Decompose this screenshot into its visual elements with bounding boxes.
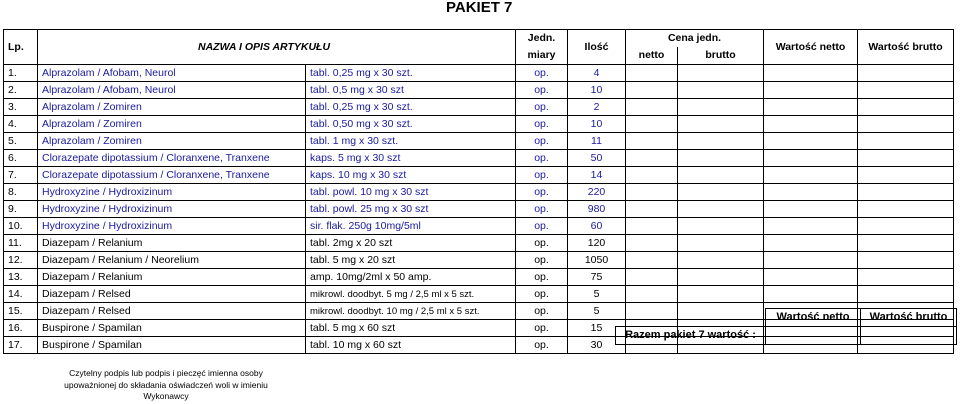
- row-value-netto: [764, 116, 858, 133]
- row-value-brutto: [858, 99, 954, 116]
- header-unit-2: miary: [516, 47, 568, 65]
- row-price-netto: [626, 184, 678, 201]
- row-unit: op.: [516, 286, 568, 303]
- row-value-brutto: [858, 252, 954, 269]
- table-row: [4, 184, 954, 201]
- summary-total-netto: [765, 326, 861, 345]
- row-price-brutto: [678, 303, 764, 320]
- row-qty: 120: [568, 235, 626, 252]
- summary-value-brutto: Wartość brutto: [860, 308, 957, 327]
- row-name: Alprazolam / Afobam, Neurol: [38, 65, 306, 82]
- row-qty: 15: [568, 320, 626, 337]
- row-desc: amp. 10mg/2ml x 50 amp.: [306, 269, 516, 286]
- row-value-brutto: [858, 201, 954, 218]
- row-qty: 50: [568, 150, 626, 167]
- row-price-brutto: [678, 82, 764, 99]
- row-lp: 6.: [4, 150, 38, 167]
- row-qty: 10: [568, 116, 626, 133]
- row-unit: op.: [516, 167, 568, 184]
- row-value-brutto: [858, 133, 954, 150]
- row-price-netto: [626, 150, 678, 167]
- row-name: Hydroxyzine / Hydroxizinum: [38, 184, 306, 201]
- row-qty: 10: [568, 82, 626, 99]
- row-price-brutto: [678, 235, 764, 252]
- row-value-netto: [764, 133, 858, 150]
- row-desc: kaps. 10 mg x 30 szt: [306, 167, 516, 184]
- row-price-netto: [626, 82, 678, 99]
- row-qty: 220: [568, 184, 626, 201]
- table-row: [4, 269, 954, 286]
- row-name: Buspirone / Spamilan: [38, 320, 306, 337]
- signature-note: [60, 368, 272, 403]
- row-value-netto: [764, 235, 858, 252]
- row-unit: op.: [516, 235, 568, 252]
- row-name: Alprazolam / Zomiren: [38, 133, 306, 150]
- row-desc: tabl. 0,50 mg x 30 szt.: [306, 116, 516, 133]
- row-desc: mikrowl. doodbyt. 10 mg / 2,5 ml x 5 szt.: [306, 303, 516, 320]
- row-unit: op.: [516, 320, 568, 337]
- row-unit: op.: [516, 218, 568, 235]
- row-qty: 980: [568, 201, 626, 218]
- table-row: [4, 235, 954, 252]
- row-unit: op.: [516, 303, 568, 320]
- row-desc: tabl. 0,25 mg x 30 szt.: [306, 65, 516, 82]
- row-price-brutto: [678, 116, 764, 133]
- header-netto: netto: [626, 47, 678, 65]
- row-qty: 4: [568, 65, 626, 82]
- row-lp: 5.: [4, 133, 38, 150]
- row-unit: op.: [516, 184, 568, 201]
- row-desc: tabl. 2mg x 20 szt: [306, 235, 516, 252]
- row-unit: op.: [516, 99, 568, 116]
- row-price-brutto: [678, 167, 764, 184]
- row-value-brutto: [858, 116, 954, 133]
- row-name: Diazepam / Relsed: [38, 286, 306, 303]
- row-desc: tabl. 1 mg x 30 szt.: [306, 133, 516, 150]
- summary-total-brutto: [860, 326, 957, 345]
- row-price-netto: [626, 269, 678, 286]
- header-brutto: brutto: [678, 47, 764, 65]
- row-lp: 14.: [4, 286, 38, 303]
- row-desc: mikrowl. doodbyt. 5 mg / 2,5 ml x 5 szt.: [306, 286, 516, 303]
- row-name: Diazepam / Relanium: [38, 269, 306, 286]
- signature-line-3: Wykonawcy: [143, 391, 189, 401]
- row-name: Clorazepate dipotassium / Cloranxene, Tranxene: [38, 167, 306, 184]
- row-desc: tabl. powl. 25 mg x 30 szt: [306, 201, 516, 218]
- row-lp: 8.: [4, 184, 38, 201]
- row-value-netto: [764, 269, 858, 286]
- row-price-netto: [626, 65, 678, 82]
- row-desc: tabl. 5 mg x 60 szt: [306, 320, 516, 337]
- row-price-brutto: [678, 65, 764, 82]
- row-lp: 12.: [4, 252, 38, 269]
- table-row: [4, 252, 954, 269]
- row-name: Alprazolam / Zomiren: [38, 99, 306, 116]
- row-value-netto: [764, 150, 858, 167]
- row-lp: 9.: [4, 201, 38, 218]
- row-price-brutto: [678, 184, 764, 201]
- table-row: [4, 286, 954, 303]
- row-price-netto: [626, 201, 678, 218]
- row-desc: kaps. 5 mg x 30 szt: [306, 150, 516, 167]
- row-name: Hydroxyzine / Hydroxizinum: [38, 201, 306, 218]
- row-price-netto: [626, 133, 678, 150]
- row-name: Diazepam / Relsed: [38, 303, 306, 320]
- summary-value-netto: Wartość netto: [765, 308, 861, 327]
- row-value-brutto: [858, 150, 954, 167]
- row-name: Alprazolam / Zomiren: [38, 116, 306, 133]
- header-unit: Jedn.: [516, 30, 568, 48]
- row-qty: 1050: [568, 252, 626, 269]
- row-unit: op.: [516, 150, 568, 167]
- row-desc: tabl. 0,25 mg x 30 szt.: [306, 99, 516, 116]
- row-value-brutto: [858, 184, 954, 201]
- row-value-netto: [764, 99, 858, 116]
- row-value-brutto: [858, 167, 954, 184]
- row-price-brutto: [678, 133, 764, 150]
- row-price-brutto: [678, 252, 764, 269]
- row-qty: 5: [568, 286, 626, 303]
- signature-line-2: upoważnionej do składania oświadczeń woli w imieniu: [64, 379, 268, 390]
- row-desc: tabl. 10 mg x 60 szt: [306, 337, 516, 354]
- row-desc: sir. flak. 250g 10mg/5ml: [306, 218, 516, 235]
- row-price-brutto: [678, 286, 764, 303]
- row-qty: 30: [568, 337, 626, 354]
- row-value-brutto: [858, 235, 954, 252]
- row-value-netto: [764, 201, 858, 218]
- row-lp: 13.: [4, 269, 38, 286]
- header-name: NAZWA I OPIS ARTYKUŁU: [38, 30, 516, 65]
- row-value-brutto: [858, 65, 954, 82]
- row-lp: 7.: [4, 167, 38, 184]
- row-price-netto: [626, 303, 678, 320]
- row-qty: 75: [568, 269, 626, 286]
- row-value-netto: [764, 184, 858, 201]
- row-qty: 5: [568, 303, 626, 320]
- table-row: [4, 133, 954, 150]
- row-lp: 3.: [4, 99, 38, 116]
- table-row: [4, 99, 954, 116]
- row-name: Hydroxyzine / Hydroxizinum: [38, 218, 306, 235]
- row-qty: 11: [568, 133, 626, 150]
- row-price-brutto: [678, 201, 764, 218]
- row-price-netto: [626, 167, 678, 184]
- row-unit: op.: [516, 201, 568, 218]
- row-value-netto: [764, 65, 858, 82]
- row-unit: op.: [516, 82, 568, 99]
- row-value-netto: [764, 167, 858, 184]
- table-row: [4, 150, 954, 167]
- header-lp: Lp.: [4, 30, 38, 65]
- row-lp: 4.: [4, 116, 38, 133]
- row-value-brutto: [858, 286, 954, 303]
- header-value-netto: Wartość netto: [764, 30, 858, 65]
- row-unit: op.: [516, 65, 568, 82]
- row-qty: 2: [568, 99, 626, 116]
- row-price-brutto: [678, 99, 764, 116]
- row-unit: op.: [516, 116, 568, 133]
- header-unit-price: Cena jedn.: [626, 30, 764, 48]
- row-price-brutto: [678, 150, 764, 167]
- table-row: [4, 201, 954, 218]
- page-title: PAKIET 7: [446, 0, 513, 16]
- table-row: [4, 167, 954, 184]
- row-name: Diazepam / Relanium / Neorelium: [38, 252, 306, 269]
- table-row: [4, 65, 954, 82]
- row-desc: tabl. 5 mg x 20 szt: [306, 252, 516, 269]
- row-desc: tabl. 0,5 mg x 30 szt: [306, 82, 516, 99]
- row-lp: 11.: [4, 235, 38, 252]
- row-desc: tabl. powl. 10 mg x 30 szt: [306, 184, 516, 201]
- row-unit: op.: [516, 252, 568, 269]
- row-price-netto: [626, 235, 678, 252]
- row-value-netto: [764, 218, 858, 235]
- row-lp: 1.: [4, 65, 38, 82]
- table-row: [4, 116, 954, 133]
- row-unit: op.: [516, 269, 568, 286]
- items-table: [3, 29, 954, 354]
- row-name: Diazepam / Relanium: [38, 235, 306, 252]
- row-price-netto: [626, 99, 678, 116]
- row-value-netto: [764, 82, 858, 99]
- row-unit: op.: [516, 337, 568, 354]
- summary-total-label: Razem pakiet 7 wartość :: [615, 326, 766, 345]
- row-price-netto: [626, 116, 678, 133]
- row-value-brutto: [858, 269, 954, 286]
- row-name: Alprazolam / Afobam, Neurol: [38, 82, 306, 99]
- row-name: Clorazepate dipotassium / Cloranxene, Tranxene: [38, 150, 306, 167]
- row-lp: 17.: [4, 337, 38, 354]
- row-price-brutto: [678, 269, 764, 286]
- row-price-netto: [626, 252, 678, 269]
- row-lp: 2.: [4, 82, 38, 99]
- row-price-netto: [626, 218, 678, 235]
- row-value-netto: [764, 286, 858, 303]
- row-qty: 60: [568, 218, 626, 235]
- header-value-brutto: Wartość brutto: [858, 30, 954, 65]
- row-qty: 14: [568, 167, 626, 184]
- table-row: [4, 218, 954, 235]
- row-lp: 15.: [4, 303, 38, 320]
- row-name: Buspirone / Spamilan: [38, 337, 306, 354]
- row-lp: 16.: [4, 320, 38, 337]
- row-value-netto: [764, 252, 858, 269]
- row-unit: op.: [516, 133, 568, 150]
- row-price-brutto: [678, 218, 764, 235]
- row-price-netto: [626, 286, 678, 303]
- table-row: [4, 82, 954, 99]
- row-lp: 10.: [4, 218, 38, 235]
- row-value-brutto: [858, 218, 954, 235]
- signature-line-1: Czytelny podpis lub podpis i pieczęć imienna osoby: [69, 368, 263, 378]
- header-qty: Ilość: [568, 30, 626, 65]
- row-value-brutto: [858, 82, 954, 99]
